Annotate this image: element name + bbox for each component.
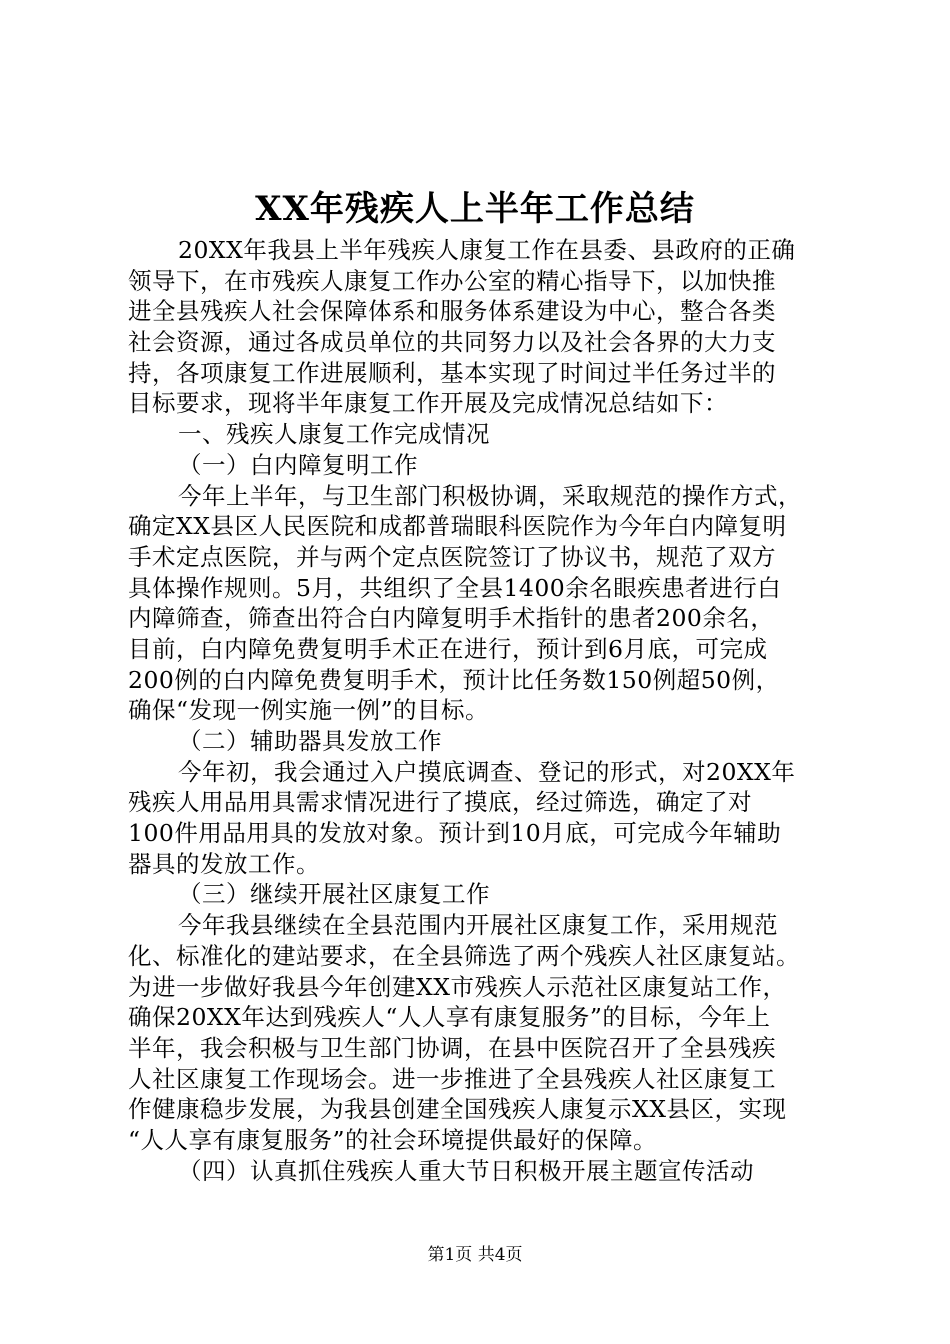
subsection-heading: （二）辅助器具发放工作	[178, 727, 442, 755]
paragraph-line: 具体操作规则。5月，共组织了全县1400余名眼疾患者进行白	[128, 573, 782, 602]
paragraph-line: 目前，白内障免费复明手术正在进行，预计到6月底，可完成	[128, 634, 768, 663]
paragraph-line: 化、标准化的建站要求，在全县筛选了两个残疾人社区康复站。	[128, 941, 800, 970]
paragraph-line: 100件用品用具的发放对象。预计到10月底，可完成今年辅助	[128, 819, 782, 848]
paragraph-line: 器具的发放工作。	[128, 849, 320, 878]
paragraph-line: 持，各项康复工作进展顺利，基本实现了时间过半任务过半的	[128, 358, 776, 387]
paragraph-line: 手术定点医院，并与两个定点医院签订了协议书，规范了双方	[128, 542, 776, 571]
page-footer: 第1页 共4页	[427, 1245, 523, 1265]
paragraph-line: 社会资源，通过各成员单位的共同努力以及社会各界的大力支	[128, 328, 776, 357]
paragraph-line: 目标要求，现将半年康复工作开展及完成情况总结如下：	[128, 389, 728, 418]
document-body	[128, 235, 834, 1186]
paragraph-line: 确定XX县区人民医院和成都普瑞眼科医院作为今年白内障复明	[128, 512, 787, 541]
paragraph-line: 半年，我会积极与卫生部门协调，在县中医院召开了全县残疾	[128, 1033, 776, 1062]
subsection-heading: （三）继续开展社区康复工作	[178, 880, 490, 909]
section-heading: 一、残疾人康复工作完成情况	[178, 420, 490, 449]
document-title: XX年残疾人上半年工作总结	[255, 189, 695, 229]
subsection-heading: （一）白内障复明工作	[178, 450, 418, 479]
paragraph-line: 确保20XX年达到残疾人“人人享有康复服务”的目标，今年上	[128, 1003, 771, 1032]
paragraph-line: 今年初，我会通过入户摸底调查、登记的形式，对20XX年	[178, 757, 796, 786]
subsection-heading: （四）认真抓住残疾人重大节日积极开展主题宣传活动	[178, 1156, 754, 1185]
paragraph-line: 20XX年我县上半年残疾人康复工作在县委、县政府的正确	[178, 236, 796, 264]
paragraph-line: 200例的白内障免费复明手术，预计比任务数150例超50例，	[128, 665, 780, 694]
paragraph-line: 为进一步做好我县今年创建XX市残疾人示范社区康复站工作，	[128, 972, 787, 1001]
paragraph-line: 残疾人用品用具需求情况进行了摸底，经过筛选，确定了对	[128, 788, 752, 817]
paragraph-line: “人人享有康复服务”的社会环境提供最好的保障。	[128, 1125, 658, 1154]
paragraph-line: 人社区康复工作现场会。进一步推进了全县残疾人社区康复工	[128, 1064, 776, 1093]
paragraph-line: 内障筛查，筛查出符合白内障复明手术指针的患者200余名，	[128, 604, 775, 633]
paragraph-line: 作健康稳步发展，为我县创建全国残疾人康复示XX县区，实现	[128, 1095, 787, 1124]
paragraph-line: 今年上半年，与卫生部门积极协调，采取规范的操作方式，	[178, 481, 802, 510]
paragraph-line: 领导下，在市残疾人康复工作办公室的精心指导下，以加快推	[128, 266, 776, 295]
paragraph-line: 确保“发现一例实施一例”的目标。	[128, 696, 490, 725]
paragraph-line: 今年我县继续在全县范围内开展社区康复工作，采用规范	[178, 911, 778, 940]
paragraph-line: 进全县残疾人社会保障体系和服务体系建设为中心，整合各类	[128, 297, 776, 326]
